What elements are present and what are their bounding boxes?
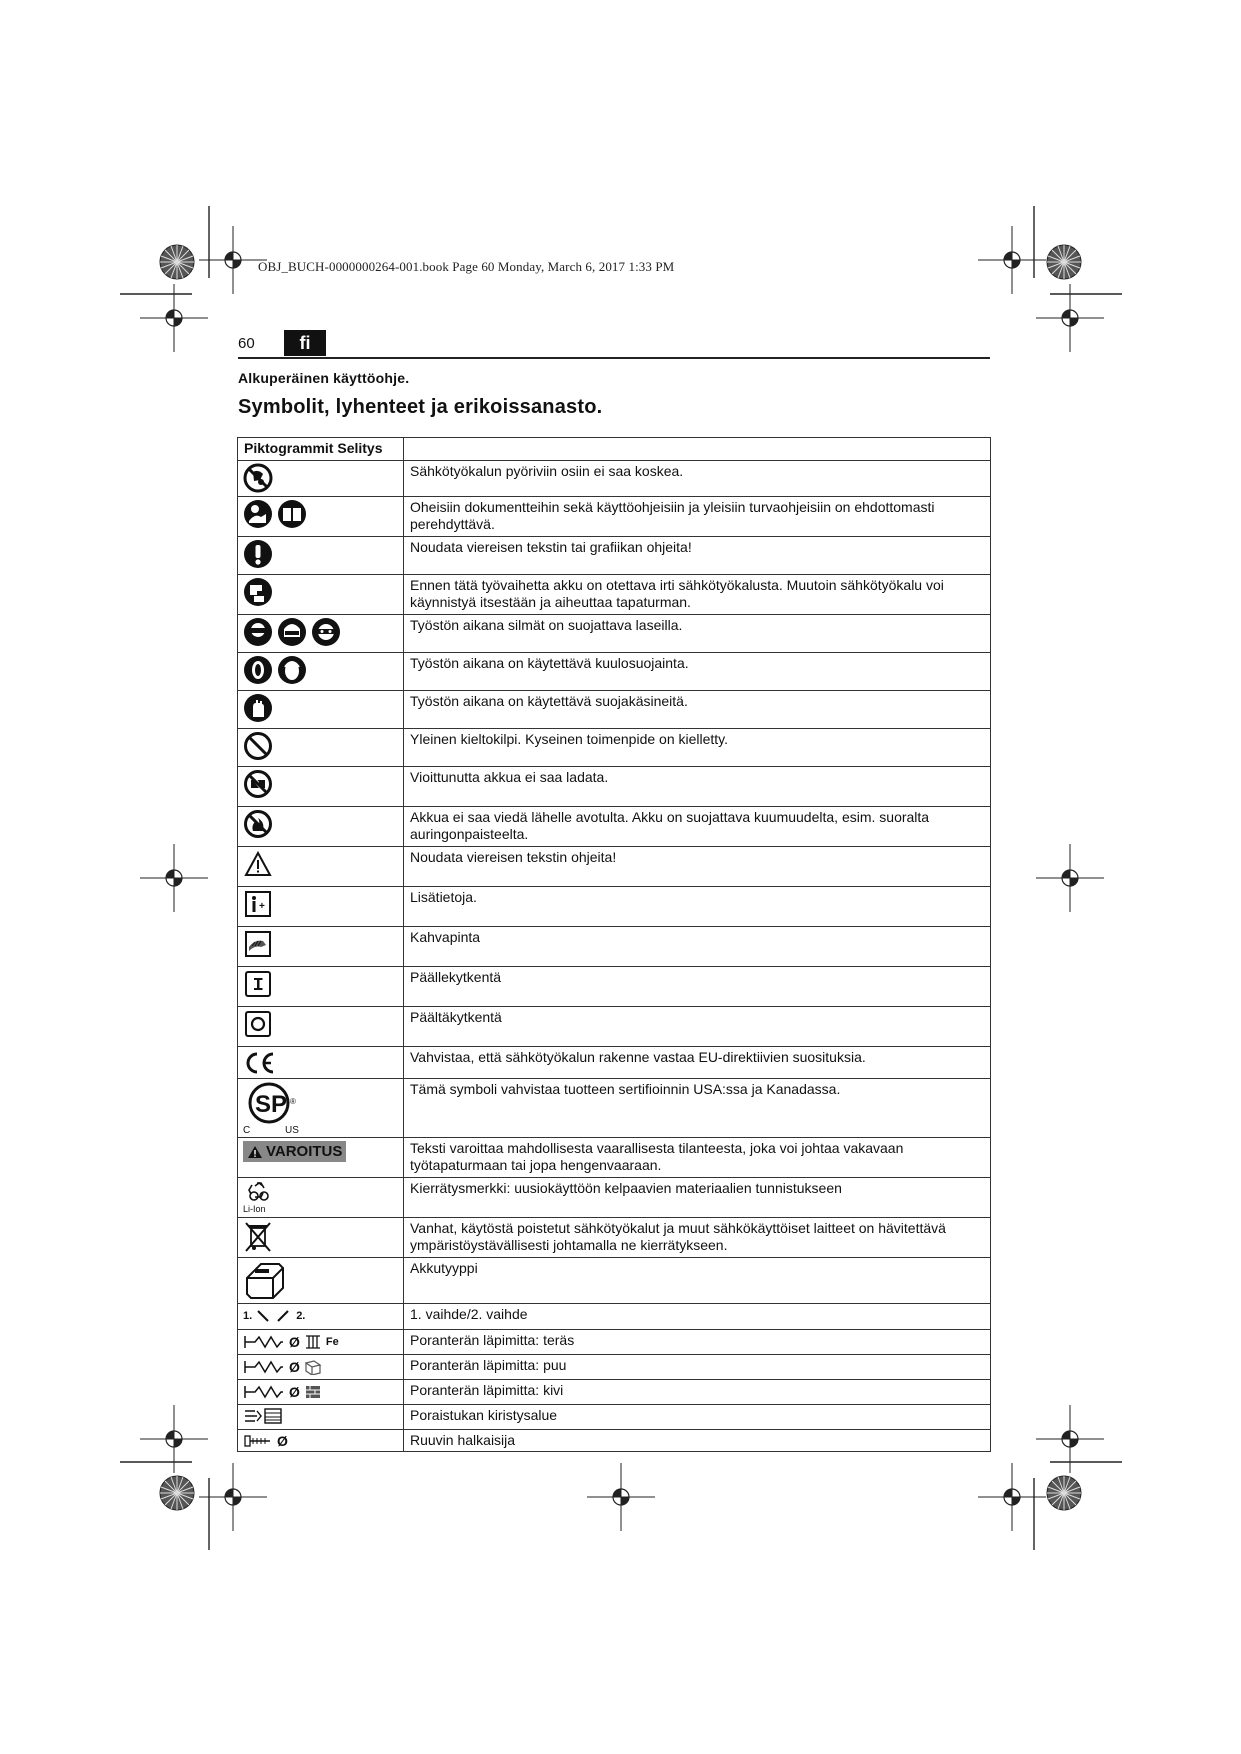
switch-on-icon xyxy=(243,969,273,999)
warning-label-text: VAROITUS xyxy=(266,1143,343,1160)
description-cell: Poranterän läpimitta: puu xyxy=(404,1355,991,1380)
pictogram-cell xyxy=(238,461,404,497)
description-cell: Noudata viereisen tekstin ohjeita! xyxy=(404,847,991,887)
description-cell: Lisätietoja. xyxy=(404,887,991,927)
table-row xyxy=(238,807,991,847)
pictogram-cell xyxy=(238,1405,404,1430)
description-cell: Kahvapinta xyxy=(404,927,991,967)
table-row xyxy=(238,927,991,967)
open-book-icon xyxy=(277,499,307,529)
gear-stages-icon xyxy=(243,1306,403,1326)
table-row xyxy=(238,847,991,887)
battery-pack-icon xyxy=(243,1260,287,1300)
table-row xyxy=(238,1007,991,1047)
no-charging-damaged-battery-icon xyxy=(243,769,273,799)
exclamation-icon xyxy=(243,539,273,569)
steel-fe-label: Fe xyxy=(325,1336,339,1348)
pictogram-cell xyxy=(238,1218,404,1258)
table-row xyxy=(238,1178,991,1218)
pictogram-cell xyxy=(238,1380,404,1405)
pictogram-cell xyxy=(238,1138,404,1178)
description-cell: Päältäkytkentä xyxy=(404,1007,991,1047)
description-cell: Kierrätysmerkki: uusiokäyttöön kelpaavien materiaalien tunnistukseen xyxy=(404,1178,991,1218)
safety-goggles-icon xyxy=(243,617,273,647)
table-row xyxy=(238,575,991,615)
read-manual-icon xyxy=(243,499,273,529)
pictogram-cell xyxy=(238,1258,404,1304)
description-cell: Teksti varoittaa mahdollisesta vaarallisesta tilanteesta, joka voi johtaa vakavaan työtapaturmaan tai jopa hengenvaaraan. xyxy=(404,1138,991,1178)
table-row xyxy=(238,1405,991,1430)
pictogram-cell xyxy=(238,967,404,1007)
pictogram-cell xyxy=(238,847,404,887)
description-cell: Poranterän läpimitta: kivi xyxy=(404,1380,991,1405)
description-cell: Ennen tätä työvaihetta akku on otettava irti sähkötyökalusta. Muutoin sähkötyökalu voi käynnistyä itsestään ja aiheuttaa tapaturman. xyxy=(404,575,991,615)
pictogram-cell xyxy=(238,729,404,767)
symbols-table xyxy=(237,437,991,1452)
description-cell: Vioittunutta akkua ei saa ladata. xyxy=(404,767,991,807)
pictogram-cell xyxy=(238,1330,404,1355)
pictogram-cell xyxy=(238,497,404,537)
description-cell: 1. vaihde/2. vaihde xyxy=(404,1304,991,1330)
description-cell: Akkutyyppi xyxy=(404,1258,991,1304)
description-cell: Vanhat, käytöstä poistetut sähkötyökalut ja muut sähkökäyttöiset laitteet on hävitettävä ympäristöystävällisesti johtamalla ne kierrätykseen. xyxy=(404,1218,991,1258)
description-cell: Työstön aikana on käytettävä kuulosuojainta. xyxy=(404,653,991,691)
svg-text:+: + xyxy=(259,901,265,912)
header-pictograms xyxy=(238,438,404,461)
table-row xyxy=(238,1380,991,1405)
table-row xyxy=(238,887,991,927)
table-row xyxy=(238,537,991,575)
page-number: 60 xyxy=(238,335,255,352)
table-row xyxy=(238,1330,991,1355)
face-shield-icon xyxy=(277,617,307,647)
header-explanation-label: Selitys xyxy=(337,440,383,456)
prohibition-icon xyxy=(243,731,273,761)
table-row xyxy=(238,615,991,653)
table-row xyxy=(238,1430,991,1452)
information-icon xyxy=(243,889,273,919)
header-rule xyxy=(238,357,990,359)
pictogram-cell xyxy=(238,807,404,847)
description-cell: Työstön aikana silmät on suojattava laseilla. xyxy=(404,615,991,653)
description-cell: Akkua ei saa viedä lähelle avotulta. Akku on suojattava kuumuudelta, esim. suoralta auringonpaisteelta. xyxy=(404,807,991,847)
pictogram-cell xyxy=(238,1430,404,1452)
description-cell: Ruuvin halkaisija xyxy=(404,1430,991,1452)
table-row xyxy=(238,1304,991,1330)
drill-bit-masonry-icon: Ø xyxy=(243,1382,403,1402)
crossed-bin-icon xyxy=(243,1220,273,1254)
goggles-icon xyxy=(311,617,341,647)
table-row xyxy=(238,461,991,497)
description-cell: Tämä symboli vahvistaa tuotteen sertifioinnin USA:ssa ja Kanadassa. xyxy=(404,1079,991,1138)
table-row xyxy=(238,1355,991,1380)
screw-diameter-icon: Ø xyxy=(243,1432,403,1450)
section-title: Symbolit, lyhenteet ja erikoissanasto. xyxy=(238,396,603,418)
no-fire-battery-icon xyxy=(243,809,273,839)
description-cell: Yleinen kieltokilpi. Kyseinen toimenpide on kielletty. xyxy=(404,729,991,767)
ear-muffs-icon xyxy=(277,655,307,685)
grip-surface-icon xyxy=(243,929,273,959)
switch-off-icon xyxy=(243,1009,273,1039)
pictogram-cell xyxy=(238,653,404,691)
svg-text:C: C xyxy=(243,1125,251,1135)
pictogram-cell xyxy=(238,1007,404,1047)
description-cell: Vahvistaa, että sähkötyökalun rakenne vastaa EU-direktiivien suosituksia. xyxy=(404,1047,991,1079)
remove-battery-icon xyxy=(243,577,273,607)
csa-certification-icon xyxy=(243,1081,307,1135)
document-subtitle: Alkuperäinen käyttöohje. xyxy=(238,370,410,386)
chuck-range-icon xyxy=(243,1407,287,1425)
protective-gloves-icon xyxy=(243,693,273,723)
description-cell: Työstön aikana on käytettävä suojakäsineitä. xyxy=(404,691,991,729)
description-cell: Poranterän läpimitta: teräs xyxy=(404,1330,991,1355)
table-row xyxy=(238,497,991,537)
table-row xyxy=(238,767,991,807)
recycling-li-ion-icon xyxy=(243,1180,275,1206)
pictogram-cell xyxy=(238,615,404,653)
pictogram-cell xyxy=(238,1047,404,1079)
first-gear-label: 1. xyxy=(243,1310,253,1322)
pictogram-cell xyxy=(238,1178,404,1218)
table-row xyxy=(238,1258,991,1304)
warning-label-icon xyxy=(243,1141,346,1162)
second-gear-label: 2. xyxy=(296,1310,306,1322)
language-badge: fi xyxy=(284,330,326,356)
table-row xyxy=(238,653,991,691)
table-row xyxy=(238,1218,991,1258)
description-cell: Poraistukan kiristysalue xyxy=(404,1405,991,1430)
pictogram-cell xyxy=(238,887,404,927)
description-cell: Oheisiin dokumentteihin sekä käyttöohjeisiin ja yleisiin turvaohjeisiin on ehdottomasti perehdyttävä. xyxy=(404,497,991,537)
pictogram-cell xyxy=(238,575,404,615)
pictogram-cell xyxy=(238,1355,404,1380)
pictogram-cell xyxy=(238,767,404,807)
ear-protection-icon xyxy=(243,655,273,685)
svg-text:US: US xyxy=(285,1125,299,1135)
table-row xyxy=(238,1138,991,1178)
pictogram-cell xyxy=(238,537,404,575)
pictogram-cell xyxy=(238,691,404,729)
li-ion-label: Li-Ion xyxy=(243,1204,266,1214)
table-row xyxy=(238,729,991,767)
table-row xyxy=(238,967,991,1007)
ce-mark-icon xyxy=(243,1049,277,1077)
description-cell: Noudata viereisen tekstin tai grafiikan ohjeita! xyxy=(404,537,991,575)
description-cell: Päällekytkentä xyxy=(404,967,991,1007)
no-touching-rotating-parts-icon xyxy=(243,463,273,493)
svg-text:®: ® xyxy=(290,1097,296,1106)
table-row xyxy=(238,691,991,729)
table-row xyxy=(238,1079,991,1138)
warning-triangle-icon xyxy=(243,849,273,879)
table-row xyxy=(238,1047,991,1079)
table-header-row xyxy=(238,438,991,461)
file-slug: OBJ_BUCH-0000000264-001.book Page 60 Monday, March 6, 2017 1:33 PM xyxy=(258,259,675,274)
pictogram-cell xyxy=(238,1079,404,1138)
header-pictograms-label: Piktogrammit xyxy=(244,440,334,456)
pictogram-cell xyxy=(238,1304,404,1330)
svg-text:SP: SP xyxy=(255,1091,288,1118)
header-explanation-cell xyxy=(404,438,991,461)
description-cell: Sähkötyökalun pyöriviin osiin ei saa koskea. xyxy=(404,461,991,497)
pictogram-cell xyxy=(238,927,404,967)
drill-bit-steel-icon: Ø Fe xyxy=(243,1332,403,1352)
drill-bit-wood-icon: Ø xyxy=(243,1357,403,1377)
